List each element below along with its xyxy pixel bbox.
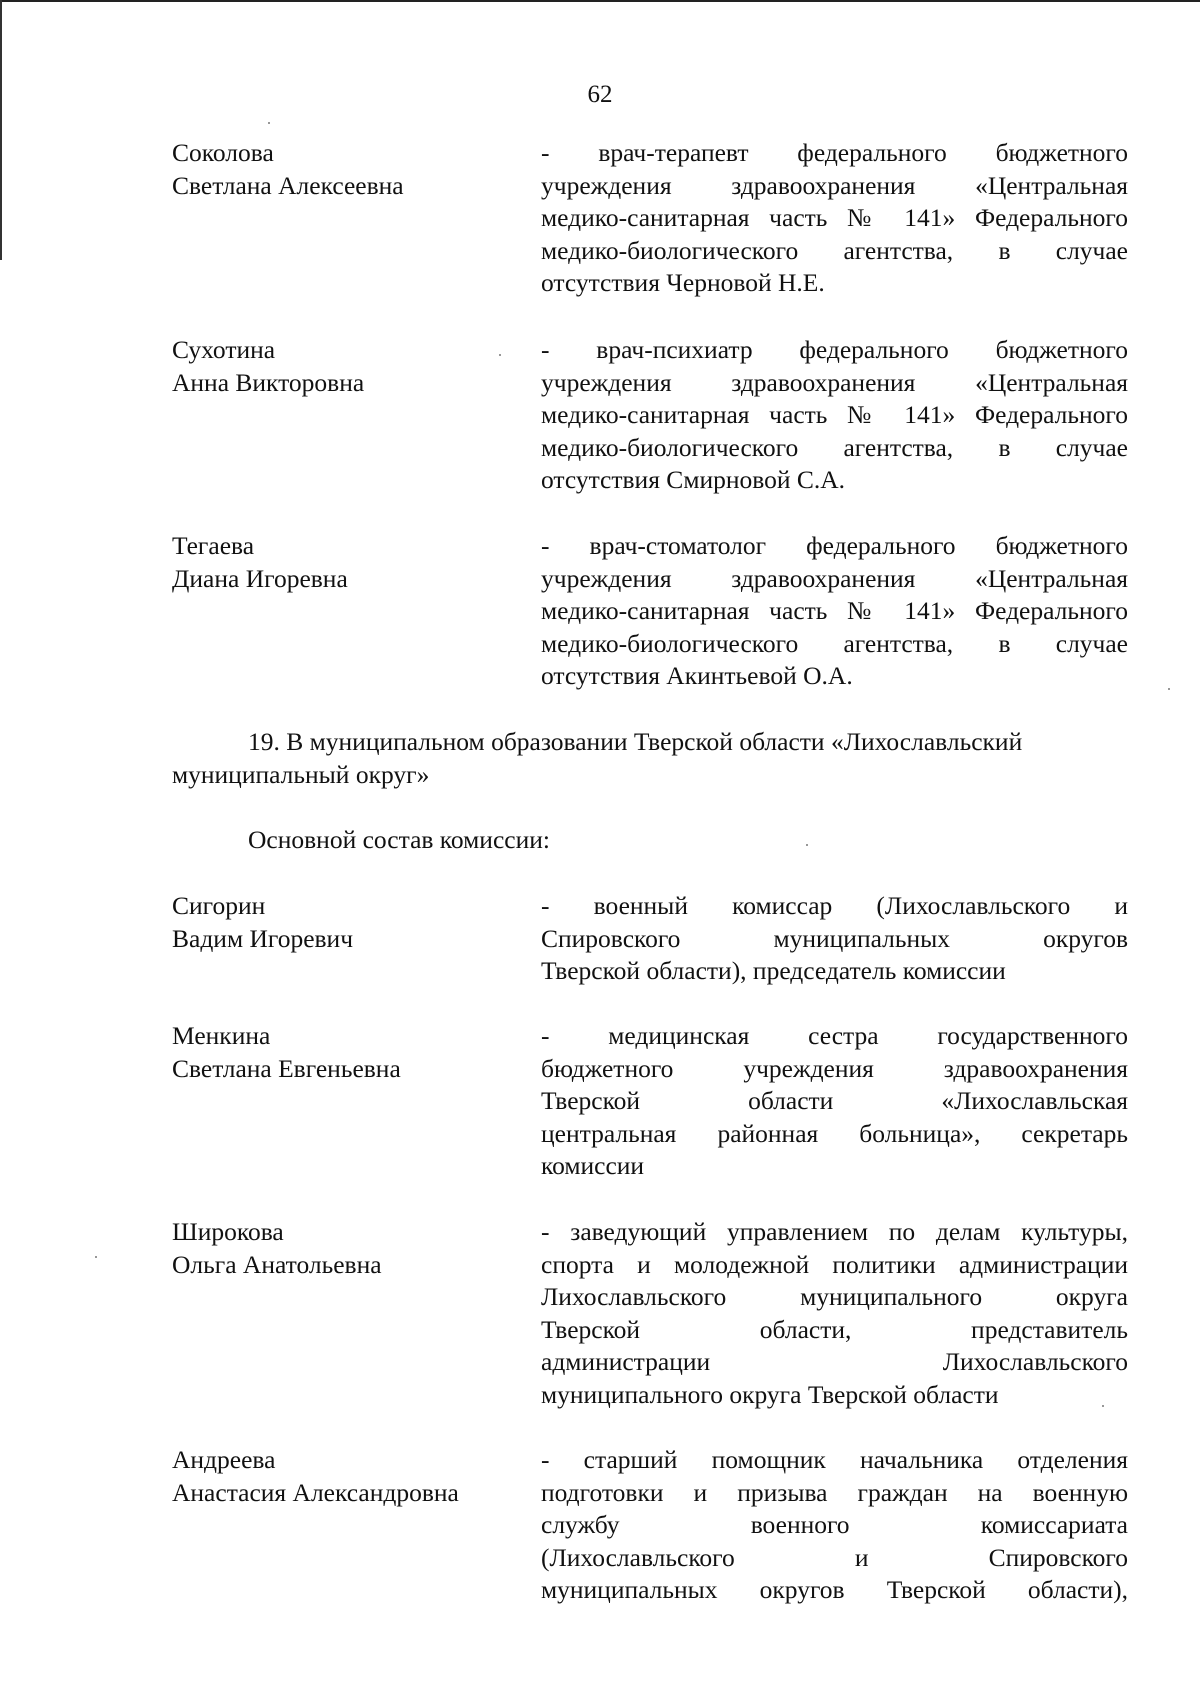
member-position bbox=[541, 1020, 1128, 1183]
position-line: центральная районная больница», секретарь bbox=[541, 1118, 1128, 1148]
scan-speck bbox=[1168, 688, 1170, 690]
member-surname: Сухотина bbox=[172, 335, 276, 364]
section-heading-line: муниципальный округ» bbox=[172, 759, 430, 789]
position-line: отсутствия Черновой Н.Е. bbox=[541, 268, 825, 297]
commission-subheading bbox=[248, 824, 550, 857]
section-heading bbox=[172, 726, 1128, 791]
scan-border-left bbox=[0, 0, 2, 260]
scan-speck bbox=[806, 844, 808, 846]
position-line: (Лихославльского и Спировского bbox=[541, 1542, 1128, 1572]
position-line: - военный комиссар (Лихославльского и bbox=[541, 891, 1128, 920]
member-given-names: Анастасия Александровна bbox=[172, 1477, 459, 1507]
position-line: - старший помощник начальника отделения bbox=[541, 1445, 1128, 1474]
member-position bbox=[541, 890, 1128, 988]
member-given-names: Ольга Анатольевна bbox=[172, 1249, 382, 1279]
position-line: медико-биологического агентства, в случае bbox=[541, 432, 1128, 462]
commission-subheading-text: Основной состав комиссии: bbox=[248, 825, 550, 854]
position-line: медико-санитарная часть № 141» Федерального bbox=[541, 400, 1128, 429]
position-line: отсутствия Акинтьевой О.А. bbox=[541, 661, 853, 690]
scan-speck bbox=[499, 354, 501, 356]
position-line: Спировского муниципальных округов bbox=[541, 923, 1128, 953]
member-position bbox=[541, 137, 1128, 300]
position-line: медико-санитарная часть № 141» Федерального bbox=[541, 596, 1128, 625]
position-line: медико-биологического агентства, в случае bbox=[541, 235, 1128, 265]
position-line: - врач-терапевт федерального бюджетного bbox=[541, 138, 1128, 167]
member-position bbox=[541, 1444, 1128, 1607]
position-line: муниципального округа Тверской области bbox=[541, 1379, 999, 1409]
position-line: спорта и молодежной политики администрации bbox=[541, 1249, 1128, 1279]
member-given-names: Диана Игоревна bbox=[172, 563, 348, 593]
member-given-names: Анна Викторовна bbox=[172, 367, 365, 397]
member-surname: Менкина bbox=[172, 1021, 271, 1050]
position-line: бюджетного учреждения здравоохранения bbox=[541, 1053, 1128, 1083]
member-surname: Соколова bbox=[172, 138, 274, 167]
member-position bbox=[541, 334, 1128, 497]
member-surname: Тегаева bbox=[172, 531, 255, 560]
member-name bbox=[172, 1020, 512, 1085]
position-line: - врач-психиатр федерального бюджетного bbox=[541, 335, 1128, 364]
member-position bbox=[541, 530, 1128, 693]
scan-speck bbox=[1102, 1405, 1104, 1407]
member-given-names: Вадим Игоревич bbox=[172, 923, 354, 953]
member-name bbox=[172, 137, 512, 202]
member-name bbox=[172, 530, 512, 595]
position-line: Тверской области «Лихославльская bbox=[541, 1086, 1128, 1115]
member-surname: Сигорин bbox=[172, 891, 266, 920]
member-given-names: Светлана Евгеньевна bbox=[172, 1053, 401, 1083]
scan-speck bbox=[95, 1256, 97, 1258]
scan-border-top bbox=[0, 0, 1200, 2]
position-line: - заведующий управлением по делам культуры, bbox=[541, 1217, 1128, 1246]
position-line: учреждения здравоохранения «Центральная bbox=[541, 367, 1128, 397]
section-heading-line: 19. В муниципальном образовании Тверской области «Лихославльский bbox=[248, 727, 1023, 756]
position-line: медико-биологического агентства, в случае bbox=[541, 628, 1128, 658]
member-position bbox=[541, 1216, 1128, 1411]
member-surname: Широкова bbox=[172, 1217, 284, 1246]
member-surname: Андреева bbox=[172, 1445, 276, 1474]
member-given-names: Светлана Алексеевна bbox=[172, 170, 404, 200]
position-line: Тверской области, представитель bbox=[541, 1314, 1128, 1344]
position-line: учреждения здравоохранения «Центральная bbox=[541, 563, 1128, 593]
position-line: - врач-стоматолог федерального бюджетного bbox=[541, 531, 1128, 560]
position-line: Тверской области), председатель комиссии bbox=[541, 956, 1006, 985]
scan-speck bbox=[268, 122, 270, 124]
position-line: подготовки и призыва граждан на военную bbox=[541, 1477, 1128, 1507]
member-name bbox=[172, 1444, 512, 1509]
page-number: 62 bbox=[587, 81, 613, 108]
position-line: службу военного комиссариата bbox=[541, 1510, 1128, 1539]
position-line: медико-санитарная часть № 141» Федерального bbox=[541, 203, 1128, 232]
position-line: Лихославльского муниципального округа bbox=[541, 1282, 1128, 1311]
position-line: муниципальных округов Тверской области), bbox=[541, 1575, 1128, 1604]
position-line: учреждения здравоохранения «Центральная bbox=[541, 170, 1128, 200]
position-line: - медицинская сестра государственного bbox=[541, 1021, 1128, 1050]
position-line: администрации Лихославльского bbox=[541, 1347, 1128, 1376]
member-name bbox=[172, 890, 512, 955]
position-line: комиссии bbox=[541, 1151, 645, 1180]
position-line: отсутствия Смирновой С.А. bbox=[541, 465, 846, 494]
member-name bbox=[172, 334, 512, 399]
member-name bbox=[172, 1216, 512, 1281]
